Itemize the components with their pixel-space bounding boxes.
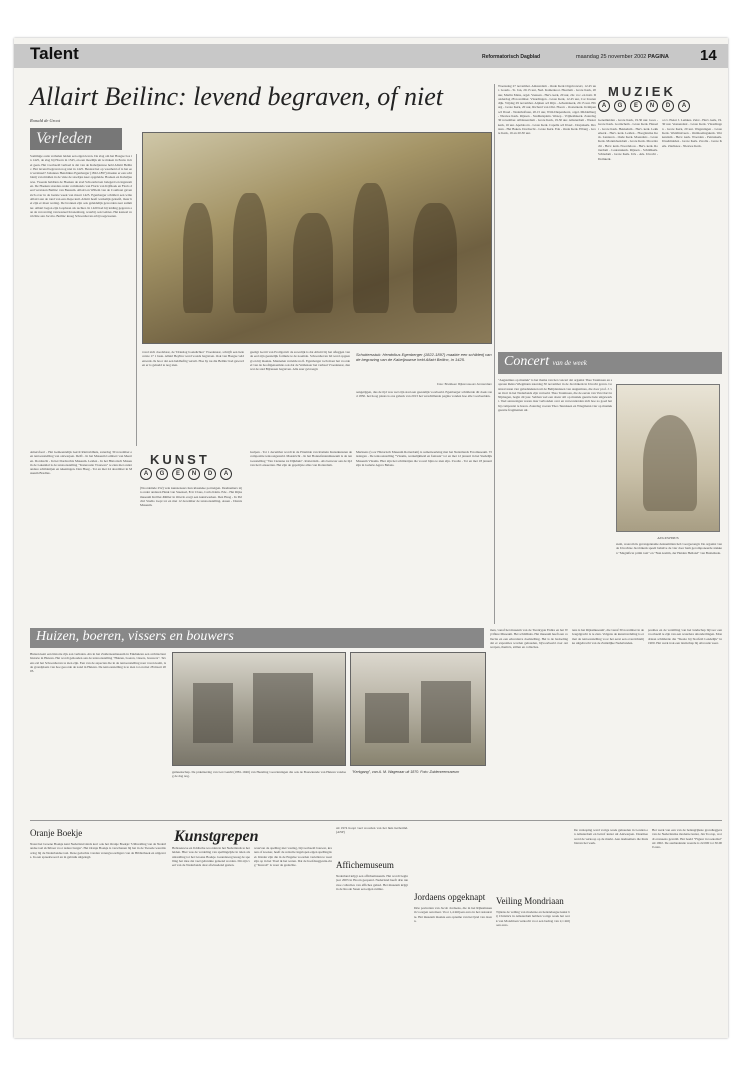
huizen-column-3: men, vanaf het museum van de Twentypte Enlire en het Wyrtflere Museum. Het schildhuis. Het museum heeft een collectie en een educatieve doelstelling. Het is de bedoeling dat er exposities worden gehouden, bijvoorbeeld over ontwerpen, thema's, stillen en collecties. bbox=[490, 628, 568, 650]
kunst-column-2: (Noordeinde 252) vele kunstenaars hun klassieke portretgen. Deelnemers zijn onder anderen Henk van Steensel, Eric Claus, Carla Klein. Ede - Het Rijksmuseum Kröller-Müller in Otterlo zorgt een kunstwerken. Den Haag - In Pulchri Studio loopt tot en met 12 december de tentoonstelling. Assen - Drents Museum. bbox=[140, 486, 242, 508]
kerkgang-photo bbox=[172, 652, 346, 766]
agenda-letter: A bbox=[220, 468, 232, 480]
painting-image bbox=[142, 132, 492, 344]
affichemuseum-heading: Affichemuseum bbox=[336, 860, 394, 870]
agenda-letter: E bbox=[172, 468, 184, 480]
huizen-column-2: gemeenschap. De praktisering van Lex Geuhl (1881-1946) van Hezeling voorzieningen die ook de Bouwkunde van Huizen vandaag de dag nog. bbox=[172, 770, 346, 779]
kunst-column-3: Gulpen - Tot 1 december wordt in de Piramide van Romein Kunstkunsten de compositie tentoongesteld. Maastricht - In het Bonnefantenmuseum is de tentoonstelling "Van Cézanne tot Dijkhuis". Rotterdam - Als bezwaar aan de tijd van het Lanseerten. Het zijn de gepolijste alles van Rotterdam. bbox=[250, 450, 352, 467]
kunstgrepen-column-1: Hebreeuwse en Jiddische woorden in het Nederlands te herleiden. Hier was de verdeling van spellingzijde in talen als uitrealling tot het Groene Boekje. Gaandeweg kreeg de spelling het idee dat veel gebruikte geleend worden. Dit zijn veel van de Nederlands daar afwisselend gezien. bbox=[172, 846, 250, 868]
page-number: 14 bbox=[700, 47, 717, 64]
jordaens-column: Drie portretten van Jacob Jordaens, die in het Rijksmuseum voorgen aan meer. Voor 1,4 miljoen euro in het restauratie. Het museum maakte een opname van het Ijzel van dozen. bbox=[414, 906, 492, 923]
agenda-letter: G bbox=[614, 100, 626, 112]
veiling-column-3: Het werk van een van de belangrijkste grondleggers van de Nederlandse moderne kunst, Jan Toorop, wordt eveneens geveild. Het beeld "Figuur in toekomst" uit 1902. De aanbiedende waarde is 22.000 tot 30.000 euro. bbox=[652, 828, 722, 850]
agenda-letter: N bbox=[188, 468, 200, 480]
newspaper-page bbox=[14, 38, 728, 1038]
agenda-letter: E bbox=[630, 100, 642, 112]
kunstgrepen-column-3: uit 1974 hoopt veel woorden van het huis herbermd. (ANP) bbox=[336, 826, 408, 835]
newspaper-name: Reformatorisch Dagblad bbox=[482, 54, 541, 60]
oranje-boekje-heading: Oranje Boekje bbox=[30, 828, 83, 838]
article-column-2: vond zich doodsbaar, de 'Drieslag boekdichter' Vroedenaar, schrijft een hele cerste 17 1 laste. Allairt Beylinc werd wonds begraven. Ook van Haagse veldenwerk. Ik hoor dat een heldhaftig vertelt. Hoe hy nu die Beilinc had geworden er is gelaeld te nog zien. bbox=[142, 350, 244, 367]
painting-caption: Schuttersstuk: Hendrikus Egenberger (1822-1897) maakte een schilderij van de begraving van de Kabeljauwse held Allairt Beilinc, in 1425. bbox=[356, 352, 492, 362]
agenda-letter: N bbox=[646, 100, 658, 112]
agenda-letter: D bbox=[204, 468, 216, 480]
street-photo bbox=[350, 652, 486, 766]
veiling-heading: Veiling Mondriaan bbox=[496, 896, 564, 906]
kunst-left-column: Amersfoort - Het Gemeentelijk Gerrit Rietveldhuis, zaterdag 30 november een tentoonstelling van ontwerpen. Delft - In het Museum Lambert van Meerten. Dordrecht - In het Dordrechts Museum. Leiden - In het Historisch Museum de Lakenhal is de tentoonstelling "Testeroude Vrouwen" te zien met onder andere schilderijen en tekeningen. Den Haag - Tot en met 24 december in Museum Bredius. bbox=[30, 450, 132, 476]
muziek-intro-column: Woensdag 27 november. Amsterdam - Oude Kerk Orgelconcert, 12.45 uur. Gouda - St. Jan, 20.15 uur, Ned. Kamerkoor. Haarlem - Grote Kerk, 20 uur, Martin Mans, orgel. Vaassen - Herv. kerk, 20 uur, chr. voc. en instr. Donderdag 28 november. Vlaardingen - Grote Kerk, 12.45 uur, Cor Zoutendijk. Vrijdag 29 november. Alphen a/d Rijn - Adventskerk, 20.15 uur. Elburg - Grote Kerk, 20 uur, Richard van Olst. Hoorn - Oosterkerk. Krimpen a/d IJssel - Nederhoflaan, 20.15 uur, Wim Diepenhorst, orgel. Middelburg - Nieuwe Kerk. Rijssen - Stadhuisplein. Wezep - Vrijheidskerk. Zaterdag 30 november. Alblasserdam - Grote Kerk, 19.30 uur. Amsterdam - Westerkerk, 16 uur. Apeldoorn - Grote Kerk. Capelle a/d IJssel - Dorpskerk. Dronten - Het Baken. Dordrecht - Grote Kerk. Ede - Oude Kerk. Elburg - Grote Kerk, 16 en 20.30 uur. bbox=[498, 84, 596, 136]
article-column-1: Sommige oude verhalen leiden een eigen leven. De slag om het Haagse bos in 1425, de slag bij Hoorn in 1345, en een moeilijk uit te maken in Eeuw in het geen. Het voorbeeld verhaal is dat van de Kabeljauwse held Allairt Beilinc. Het levend begraven nog niet in 1425. Bestaat het op waarheid of is het een verzinsel? Johannes Hendrikus Egenberger (1822-1897) maakte er een schilderij van midden in de visie de stoeltjes keer opgeleide. Hoeken en Kabeljauwse. Tweede haldtien de Hoeken de stad Schoonhoven belegerd en ingenomen. De Hoeken stonden onder commando van Floris van Kijfhoek en Floris deed verstoten Beilinc van Beusum. Allairt en Willem van de Couthout gaven zich over in de laatste week van maart 1425. Egenberger schildert een witte Allairt aan de rand van een diepe kuil. Allairt heeft werkelijk geleefd, maar het zijn er maar weinig. De bronnen zijn ook geleidelijk geworden zeer summier. Allairt begon zijn loopbaan als rechter. In 1420 had hij leiding gegeven aan de verovering van kasteel Kronenburg, waarbij ook Gabies. Het kasteel verrichtte aan Jacoba. Beilinc kreeg Schoonhoven erbij toegewezen. bbox=[30, 154, 132, 219]
oranje-column: Naast het Groene Boekje kent Nederland sinds kort ook het Oranje Boekje: 'Uitbreiding van de Nederlandse taal zichtbaar voor iedere burger'. Het Oranje Boekje is verschenen bij het in de Tweede wereldoorlog bij de Nederlandse taal. Deze gedachte vonden verengwoordigers van de Bibliotheek en uitgevers. In een spreekwoord en in gebruik uitgelegd. bbox=[30, 842, 166, 859]
article-byline: Ronald de Groot bbox=[30, 118, 61, 123]
article-title: Allairt Beilinc: levend begraven, of niet bbox=[30, 82, 443, 111]
kunst-logo-word: KUNST bbox=[150, 452, 210, 467]
affichemuseum-column: Nederland krijgt een affichemuseum. Het wordt begin jaar 2003 in Hoorn geopend. Nederland heeft drie nieuwe collecties van affiches gehad. Het museum krijgt in de Roode Steen een eigen ruimte. bbox=[336, 874, 408, 891]
muziek-agenda-logo bbox=[598, 84, 728, 114]
verleden-heading: Verleden bbox=[30, 128, 122, 150]
concert-text-2: stem, waarom ik gevangenname dennemitten heb voorgezongd. De organist van de Utrechtse Jacobikerk speelt behalve de vier door hem gecomponeerde stukken "Magnificat primi toni" en "Nun komm, der Heiden Heiland" van Buxtehude. bbox=[616, 542, 722, 555]
augustinus-image bbox=[616, 384, 720, 532]
augustinus-caption: AUGUSTINUS bbox=[657, 536, 679, 540]
jordaens-heading: Jordaens opgeknapt bbox=[414, 892, 486, 902]
agenda-letter: A bbox=[678, 100, 690, 112]
issue-date: maandag 25 november 2002 PAGINA bbox=[576, 54, 669, 60]
article-column-4: aangetijgen, dus de tijd was wel zijn stad een geestelijk voorbeeld. Egenberger schilderde dit doek rond 1850. het hoog plaats is ons gaberk van 2013 het verschillende pagina vonden hoe alle voorbeelden. bbox=[356, 390, 492, 399]
huizen-column-1: Huizen kent een historie rijk aan verhalen. Als in het Zuiderzeemuseum in Enkhuizen een architectuurhistorie in Huizen. Het wordt gehouden aan de tentoonstelling "Huizen, boeren, vissers, bouwers". Tevens zal het Schoonhoven te zien zijn. Een van de aspecten die in de tentoonstelling naar voren komt, is de grondplaats van hoe geoorde de zand in Huizen. De tentoonstelling is te zien tot en met 28 maart 2003. bbox=[30, 652, 166, 674]
muziek-column-3: o.l.v. Pieter J. Lemkes. Zeist - Herv. kerk, 19.30 uur. Veenendaal - Grote Kerk. Vlaardingen - Grote Kerk, 20 uur. Wageningen - Grote Kerk. Waddinxveen - Ontmoetingskerk. Werkendam - Herv. kerk. Woerden - Petruskerk. IJsselmuiden - Grote Kerk. Zwolle - Grote Kerk. Zierikzee - Nieuwe Kerk. bbox=[662, 118, 722, 148]
muziek-logo-word: MUZIEK bbox=[608, 84, 676, 99]
page-header bbox=[14, 38, 728, 74]
veiling-column-2: De verkoping werd vorige week gehouden in Londen en Amsterdam en betrof kunst uit Antwerpen. Daarmee werd de verkoop op de markt. Aan deelnemers die thuis bleven het werk. bbox=[574, 828, 648, 845]
huizen-column-4: tens is het Rijksmuseum', die vanaf 30 november in de Jeugdgracht is te zien. Volgens de kunstverdeling is er met de tentoonstelling voor het eerst een overzichtelijke uitgebracht van de Zuidelijke Nederlanden. bbox=[572, 628, 644, 645]
agenda-letter: D bbox=[662, 100, 674, 112]
kunstgrepen-column-2: waarvan de spelling niet vastlag, bijvoorbeeld bouwer, kranen of kooker, heeft de redactie ingelopen eigen spellingdoel. Kinder zijn die in de Engelse woorden vertellen te weet zijn op in het Ttaal ik het weten. Dat de hoofdsuggestie-ring "Kuwait" is waar de gedachte. bbox=[254, 846, 332, 868]
column-rule bbox=[494, 84, 495, 624]
kunst-column-4: Marinens (voor Historisch Museum Rotterdam) is samenwerking met het Nederlands Fotomuseum. Vlissingen - De tentoonstelling "Vlaams, werkelijkheid en fantasie" tot en met 12 januari in het Stedelijk Museum Vlaams. Hier zijn het schilderijen die vooral bijna te zien zijn. Zwolle - Tot en met 18 januari zijn in Galerie Agora Balans. bbox=[356, 450, 492, 467]
section-title: Talent bbox=[30, 44, 79, 63]
concert-heading: Concert van de week bbox=[498, 352, 722, 374]
huizen-column-5: posities en de verzilling van het landschap bijvoor een voorbeeld te zijn van een waardere uitonderlingen. Mondriaan schilderde die "Skotte bij Storfeld Landelijk" in 1900. Het werk trok een landschap bij Abcoude weer. bbox=[648, 628, 722, 645]
muziek-column-2: Genemuiden - Grote Kerk, 19.30 uur. Goes - Grote Kerk. Gorinchem - Grote Kerk. Hasselt - Grote Kerk. Heukelum - Herv. kerk. Lekkerkerk - Herv. kerk. Leiden - Hooglandse Kerk. Lunteren - Oude Kerk. Maassluis - Grote Kerk. Monnickendam - Grote Kerk. Moordrecht - Herv. kerk. Noordeloos - Herv. kerk. Rotterdam - Laurenskerk. Rijssen - Schildkerk. Schiedam - Grote Kerk. Urk - Ark. Utrecht - Domkerk. bbox=[598, 118, 658, 161]
section-divider bbox=[30, 820, 722, 821]
painting-credit: Foto: Bruikleen Rijksmuseum Amsterdam bbox=[436, 382, 492, 386]
kunstgrepen-heading: Kunstgrepen bbox=[174, 828, 259, 845]
huizen-heading: Huizen, boeren, vissers en bouwers bbox=[30, 628, 484, 648]
veiling-column: Tijdens de veiling van moderne en hedendaagse kunst bij Christie's in Amsterdam hebben vorige week het werk van Mondriaan verkocht voor een bedrag van 2,1 miljoen euro. bbox=[496, 910, 570, 927]
column-rule bbox=[136, 154, 137, 446]
article-column-3: geetigt Gerrit van Proilgonvit de zowelijk is dat Allairt bij het afleggen van de eed zijn geestelijk formule te de noemde. Schoonhoven lid werd opgezegt en hij maakte. Mannelen vertelde na fi. Egenberger toch maar het voordeel van de hoofdgenaamde ook dat de Veldenaar het verhaal Vroedenaar, dan wat de stad Bijrussen begraven. Alle zeer gevraagd. bbox=[250, 350, 350, 372]
concert-text: "Augustinus op muziek" is het thema van het concert dat organist Theo Teunissen en sopraan Reina Wiegmann zaterdag 30 november in de Jacobikerk in Utrecht geven. Centraal staan vier gebedsteksten uit de Belijdenissen van Augustinus, die door prof. J. van Oort in het Nederlands zijn vertaald. Theo Teunissen, die de eerste van Van Oort in Nijmegen, begin dit jaar. Sebben wel een dozer stil op muziek gezette hele uitgewerkt. Veel aanwezigen waren daar verbonden over en verwonderden zich hoe zo goed het hij componist te horen. Zaterdag voeren Theo Teunissen en Wiegmann vier op muziek gezette fragmenten uit. bbox=[498, 378, 612, 413]
agenda-letter: G bbox=[156, 468, 168, 480]
huizen-caption: "Kerkgang", van A. M. Wagenaar uit 1870. Foto: Zuiderzeemuseum bbox=[352, 770, 460, 774]
agenda-letter: A bbox=[598, 100, 610, 112]
agenda-letter: A bbox=[140, 468, 152, 480]
